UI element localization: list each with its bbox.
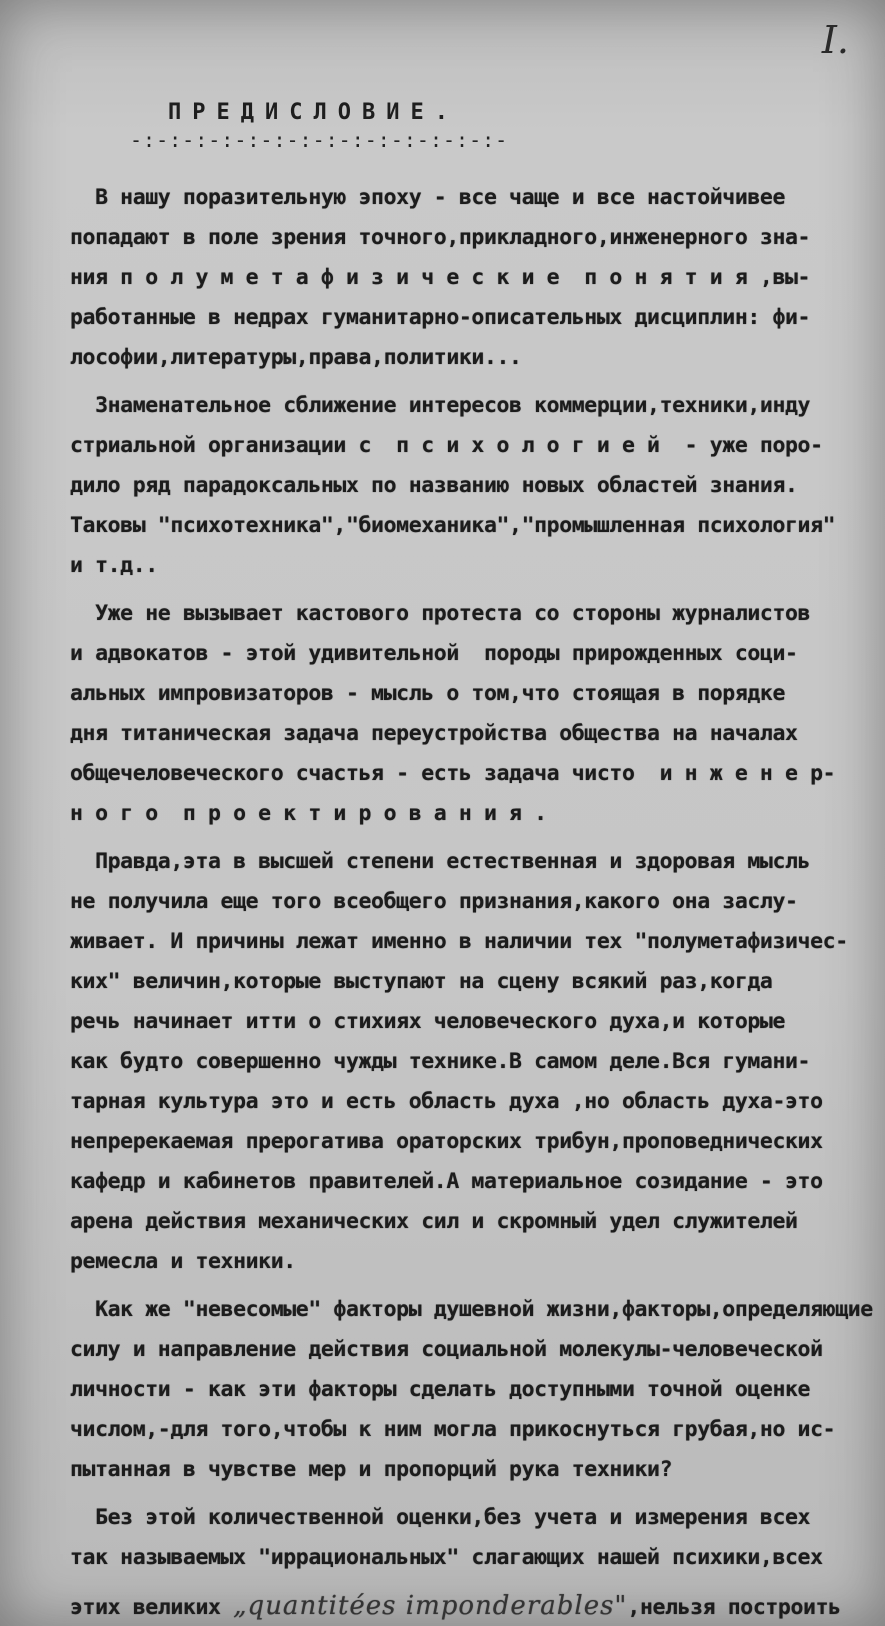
text-line: ремесла и техники. bbox=[70, 1249, 296, 1274]
text-line: общечеловеческого счастья - есть задача чисто и н ж е н е р- bbox=[70, 761, 836, 786]
text-line: непререкаемая прерогатива ораторских трибун,проповеднических bbox=[70, 1129, 823, 1154]
handwritten-phrase: „quantitées imponderables" bbox=[233, 1591, 628, 1621]
text-line: н о г о п р о е к т и р о в а н и я . bbox=[70, 801, 547, 826]
text-line: личности - как эти факторы сделать доступными точной оценке bbox=[70, 1377, 811, 1402]
text-line: как будто совершенно чужды технике.В самом деле.Вся гумани- bbox=[70, 1049, 811, 1074]
text-line: пытанная в чувстве мер и пропорций рука техники? bbox=[70, 1457, 673, 1482]
text-line: живает. И причины лежат именно в наличии тех "полуметафизичес- bbox=[70, 929, 848, 954]
text-line: Как же "невесомые" факторы душевной жизни,факторы,определяющие bbox=[70, 1297, 873, 1322]
paragraph bbox=[70, 1290, 873, 1490]
text-line: лософии,литературы,права,политики... bbox=[70, 345, 522, 370]
paragraph-container bbox=[70, 178, 873, 1578]
text-line: ких" величин,которые выступают на сцену всякий раз,когда bbox=[70, 969, 773, 994]
final-line bbox=[70, 1586, 860, 1626]
text-line: силу и направление действия социальной молекулы-человеческой bbox=[70, 1337, 823, 1362]
final-line-start: этих великих bbox=[70, 1595, 234, 1620]
paragraph bbox=[70, 178, 860, 378]
text-line: числом,-для того,чтобы к ним могла прикоснуться грубая,но ис- bbox=[70, 1417, 836, 1442]
paragraph bbox=[70, 1498, 860, 1578]
text-line: Уже не вызывает кастового протеста со стороны журналистов bbox=[70, 601, 811, 626]
text-line: Знаменательное сближение интересов коммерции,техники,инду bbox=[70, 393, 811, 418]
text-line: кафедр и кабинетов правителей.А материальное созидание - это bbox=[70, 1169, 823, 1194]
text-line: арена действия механических сил и скромный удел служителей bbox=[70, 1209, 798, 1234]
text-line: Таковы "психотехника","биомеханика","промышленная психология" bbox=[70, 513, 836, 538]
text-line: и т.д.. bbox=[70, 553, 158, 578]
text-line: альных импровизаторов - мысль о том,что стоящая в порядке bbox=[70, 681, 786, 706]
text-line: дня титаническая задача переустройства общества на началах bbox=[70, 721, 798, 746]
text-line: тарная культура это и есть область духа ,но область духа-это bbox=[70, 1089, 823, 1114]
text-line: речь начинает итти о стихиях человеческого духа,и которые bbox=[70, 1009, 786, 1034]
paragraph bbox=[70, 594, 860, 834]
document-body bbox=[70, 178, 873, 1626]
text-line: так называемых "иррациональных" слагающих нашей психики,всех bbox=[70, 1545, 823, 1570]
text-line: дило ряд парадоксальных по названию новых областей знания. bbox=[70, 473, 798, 498]
text-line: В нашу поразительную эпоху - все чаще и все настойчивее bbox=[70, 185, 786, 210]
paragraph bbox=[70, 386, 860, 586]
paragraph bbox=[70, 842, 860, 1282]
text-line: ния п о л у м е т а ф и з и ч е с к и е п о н я т и я ,вы- bbox=[70, 265, 811, 290]
text-line: работанные в недрах гуманитарно-описательных дисциплин: фи- bbox=[70, 305, 811, 330]
page-number: I. bbox=[821, 18, 849, 62]
text-line: Без этой количественной оценки,без учета и измерения всех bbox=[70, 1505, 811, 1530]
text-line: попадают в поле зрения точного,прикладного,инженерного зна- bbox=[70, 225, 811, 250]
final-line-end: ,нельзя построить bbox=[627, 1595, 841, 1620]
text-line: Правда,эта в высшей степени естественная и здоровая мысль bbox=[70, 849, 811, 874]
page-title: ПРЕДИСЛОВИЕ. bbox=[168, 100, 459, 125]
text-line: стриальной организации с п с и х о л о г и е й - уже поро- bbox=[70, 433, 823, 458]
text-line: и адвокатов - этой удивительной породы прирожденных соци- bbox=[70, 641, 798, 666]
title-underline: -:-:-:-:-:-:-:-:-:-:-:-:-:-:- bbox=[130, 128, 509, 152]
text-line: не получила еще того всеобщего признания,какого она заслу- bbox=[70, 889, 798, 914]
